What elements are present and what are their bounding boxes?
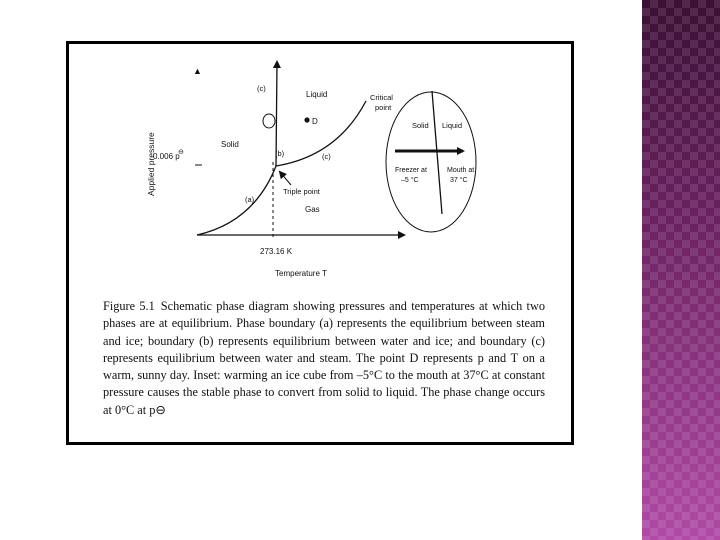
inset-solid-label: Solid xyxy=(412,121,429,130)
pressure-tick-symbol: ⊖ xyxy=(178,149,184,156)
boundary-c-upper-label: (c) xyxy=(257,84,266,93)
y-axis-label: Applied pressure xyxy=(146,132,156,196)
inset-freezer-label-line2: –5 °C xyxy=(401,177,419,184)
point-d-dot xyxy=(304,117,309,122)
boundary-c-curve xyxy=(276,101,366,166)
region-solid-label: Solid xyxy=(221,140,239,149)
inset-circle-group xyxy=(386,91,476,232)
region-liquid-label: Liquid xyxy=(306,90,328,99)
boundary-b-marker-circle xyxy=(263,114,275,128)
triple-point-arrow xyxy=(280,172,291,185)
temperature-tick-label: 273.16 K xyxy=(260,247,293,256)
point-d-label: D xyxy=(312,117,318,126)
caption-text: Schematic phase diagram showing pressures and temperatures at which two phases are at equilibrium. Phase boundary (a) represents the equilibrium between steam and ice; boundary (b) represents equilibrium between water and ice; and boundary (c) represents equilibrium between water and steam. The point D represents p and T on a warm, sunny day. Inset: warming an ice cube from –5°C to the mouth at 37°C at constant pressure causes the stable phase to convert from solid to liquid. The phase change occurs at 0°C at p⊖ xyxy=(103,299,545,417)
boundary-a-curve xyxy=(197,166,276,235)
inset-mouth-label-line2: 37 °C xyxy=(450,177,468,184)
decorative-side-stripe xyxy=(642,0,720,540)
y-axis-arrow: ▲ xyxy=(193,66,202,76)
critical-point-label-line1: Critical xyxy=(370,93,393,102)
inset-circle xyxy=(386,92,476,232)
figure-frame xyxy=(66,41,574,445)
boundary-b-label: (b) xyxy=(275,149,285,158)
critical-point-label-line2: point xyxy=(375,103,392,112)
inset-freezer-label-line1: Freezer at xyxy=(395,167,427,174)
figure-label: Figure 5.1 xyxy=(103,299,155,313)
pressure-tick-label: 0.006 p xyxy=(153,152,180,161)
inset-mouth-label-line1: Mouth at xyxy=(447,167,475,174)
inset-liquid-label: Liquid xyxy=(442,121,463,130)
phase-diagram xyxy=(69,44,571,294)
figure-caption xyxy=(103,298,545,419)
boundary-a-label: (a) xyxy=(245,195,255,204)
region-gas-label: Gas xyxy=(305,205,320,214)
boundary-c-label: (c) xyxy=(322,152,331,161)
triple-point-label: Triple point xyxy=(283,187,320,196)
x-axis-label: Temperature T xyxy=(275,269,327,278)
